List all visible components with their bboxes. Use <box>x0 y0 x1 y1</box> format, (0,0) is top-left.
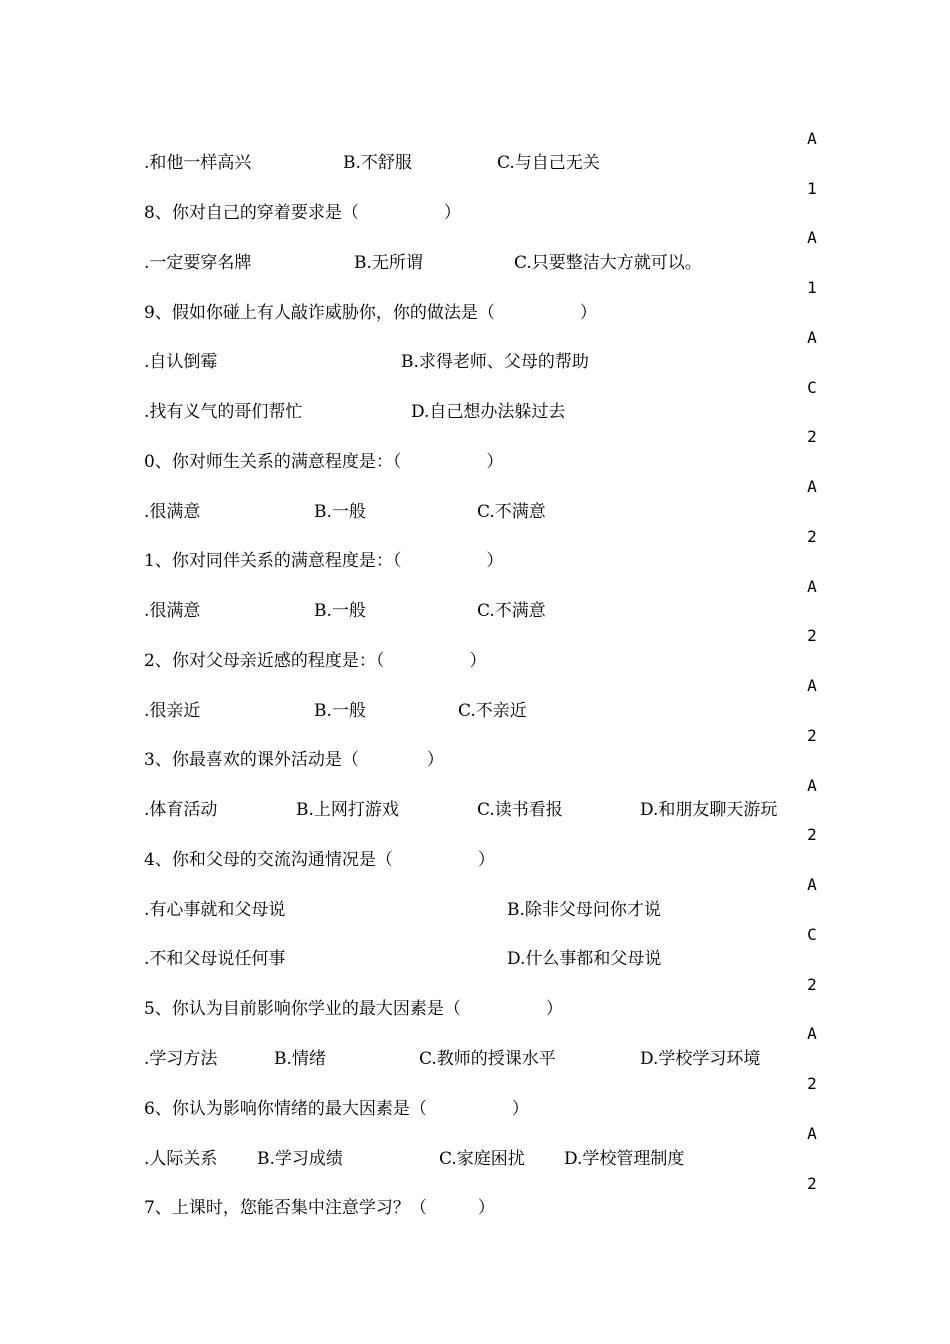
margin-char: A <box>807 1024 817 1043</box>
option-text: D.和朋友聊天游玩 <box>640 800 778 820</box>
margin-char: 1 <box>807 278 817 297</box>
question-text: 7、上课时，您能否集中注意学习？（ ） <box>144 1198 495 1218</box>
option-text: .很满意 <box>144 601 201 621</box>
option-text: B.不舒服 <box>343 153 412 173</box>
margin-char: 2 <box>807 626 817 645</box>
question-line <box>0 646 950 676</box>
option-text: B.上网打游戏 <box>296 800 399 820</box>
option-text: C.家庭困扰 <box>439 1149 525 1169</box>
option-text: .一定要穿名牌 <box>144 253 252 273</box>
option-text: D.自己想办法躲过去 <box>411 402 566 422</box>
option-text: C.不满意 <box>477 502 546 522</box>
option-text: .人际关系 <box>144 1149 218 1169</box>
option-text: C.与自己无关 <box>497 153 600 173</box>
question-line <box>0 447 950 477</box>
question-text: 9、假如你碰上有人敲诈威胁你，你的做法是（ ） <box>144 303 597 323</box>
option-text: B.一般 <box>314 701 366 721</box>
option-text: B.一般 <box>314 601 366 621</box>
question-text: 0、你对师生关系的满意程度是：（ ） <box>144 452 504 472</box>
options-line <box>0 696 950 726</box>
margin-char: A <box>807 228 817 247</box>
options-line <box>0 248 950 278</box>
margin-char: 2 <box>807 726 817 745</box>
options-line <box>0 1144 950 1174</box>
question-text: 5、你认为目前影响你学业的最大因素是（ ） <box>144 999 563 1019</box>
option-text: D.学校学习环境 <box>640 1049 761 1069</box>
options-line <box>0 148 950 178</box>
margin-char: 1 <box>807 179 817 198</box>
option-text: .和他一样高兴 <box>144 153 252 173</box>
options-line <box>0 895 950 925</box>
margin-char: A <box>807 1124 817 1143</box>
margin-char: A <box>807 676 817 695</box>
option-text: B.学习成绩 <box>257 1149 343 1169</box>
option-text: D.学校管理制度 <box>564 1149 685 1169</box>
options-line <box>0 944 950 974</box>
question-line <box>0 745 950 775</box>
option-text: B.无所谓 <box>354 253 423 273</box>
margin-char: C <box>807 925 817 944</box>
option-text: .不和父母说任何事 <box>144 949 286 969</box>
question-line <box>0 1193 950 1223</box>
option-text: C.读书看报 <box>477 800 563 820</box>
options-line <box>0 497 950 527</box>
option-text: .很亲近 <box>144 701 201 721</box>
option-text: C.教师的授课水平 <box>419 1049 556 1069</box>
option-text: D.什么事都和父母说 <box>507 949 662 969</box>
options-line <box>0 397 950 427</box>
margin-char: 2 <box>807 1074 817 1093</box>
option-text: B.情绪 <box>274 1049 326 1069</box>
options-line <box>0 795 950 825</box>
option-text: .很满意 <box>144 502 201 522</box>
option-text: B.求得老师、父母的帮助 <box>401 352 589 372</box>
options-line <box>0 596 950 626</box>
option-text: C.不亲近 <box>458 701 527 721</box>
question-line <box>0 546 950 576</box>
question-text: 1、你对同伴关系的满意程度是：（ ） <box>144 551 504 571</box>
question-text: 2、你对父母亲近感的程度是：（ ） <box>144 651 487 671</box>
margin-char: A <box>807 776 817 795</box>
option-text: .学习方法 <box>144 1049 218 1069</box>
margin-char: 2 <box>807 825 817 844</box>
margin-char: 2 <box>807 975 817 994</box>
question-text: 8、你对自己的穿着要求是（ ） <box>144 203 461 223</box>
margin-char: A <box>807 328 817 347</box>
margin-char: A <box>807 577 817 596</box>
question-line <box>0 845 950 875</box>
option-text: .自认倒霉 <box>144 352 218 372</box>
margin-char: A <box>807 129 817 148</box>
option-text: C.只要整洁大方就可以。 <box>514 253 702 273</box>
margin-char: A <box>807 477 817 496</box>
question-line <box>0 1094 950 1124</box>
margin-char: 2 <box>807 527 817 546</box>
question-line <box>0 994 950 1024</box>
question-text: 6、你认为影响你情绪的最大因素是（ ） <box>144 1099 529 1119</box>
option-text: .体育活动 <box>144 800 218 820</box>
option-text: C.不满意 <box>477 601 546 621</box>
margin-char: 2 <box>807 1174 817 1193</box>
margin-char: C <box>807 378 817 397</box>
option-text: B.除非父母问你才说 <box>507 900 661 920</box>
option-text: .有心事就和父母说 <box>144 900 286 920</box>
question-text: 4、你和父母的交流沟通情况是（ ） <box>144 850 495 870</box>
margin-char: 2 <box>807 427 817 446</box>
margin-char: A <box>807 875 817 894</box>
question-line <box>0 198 950 228</box>
options-line <box>0 1044 950 1074</box>
question-line <box>0 298 950 328</box>
option-text: .找有义气的哥们帮忙 <box>144 402 303 422</box>
option-text: B.一般 <box>314 502 366 522</box>
options-line <box>0 347 950 377</box>
question-text: 3、你最喜欢的课外活动是（ ） <box>144 750 444 770</box>
